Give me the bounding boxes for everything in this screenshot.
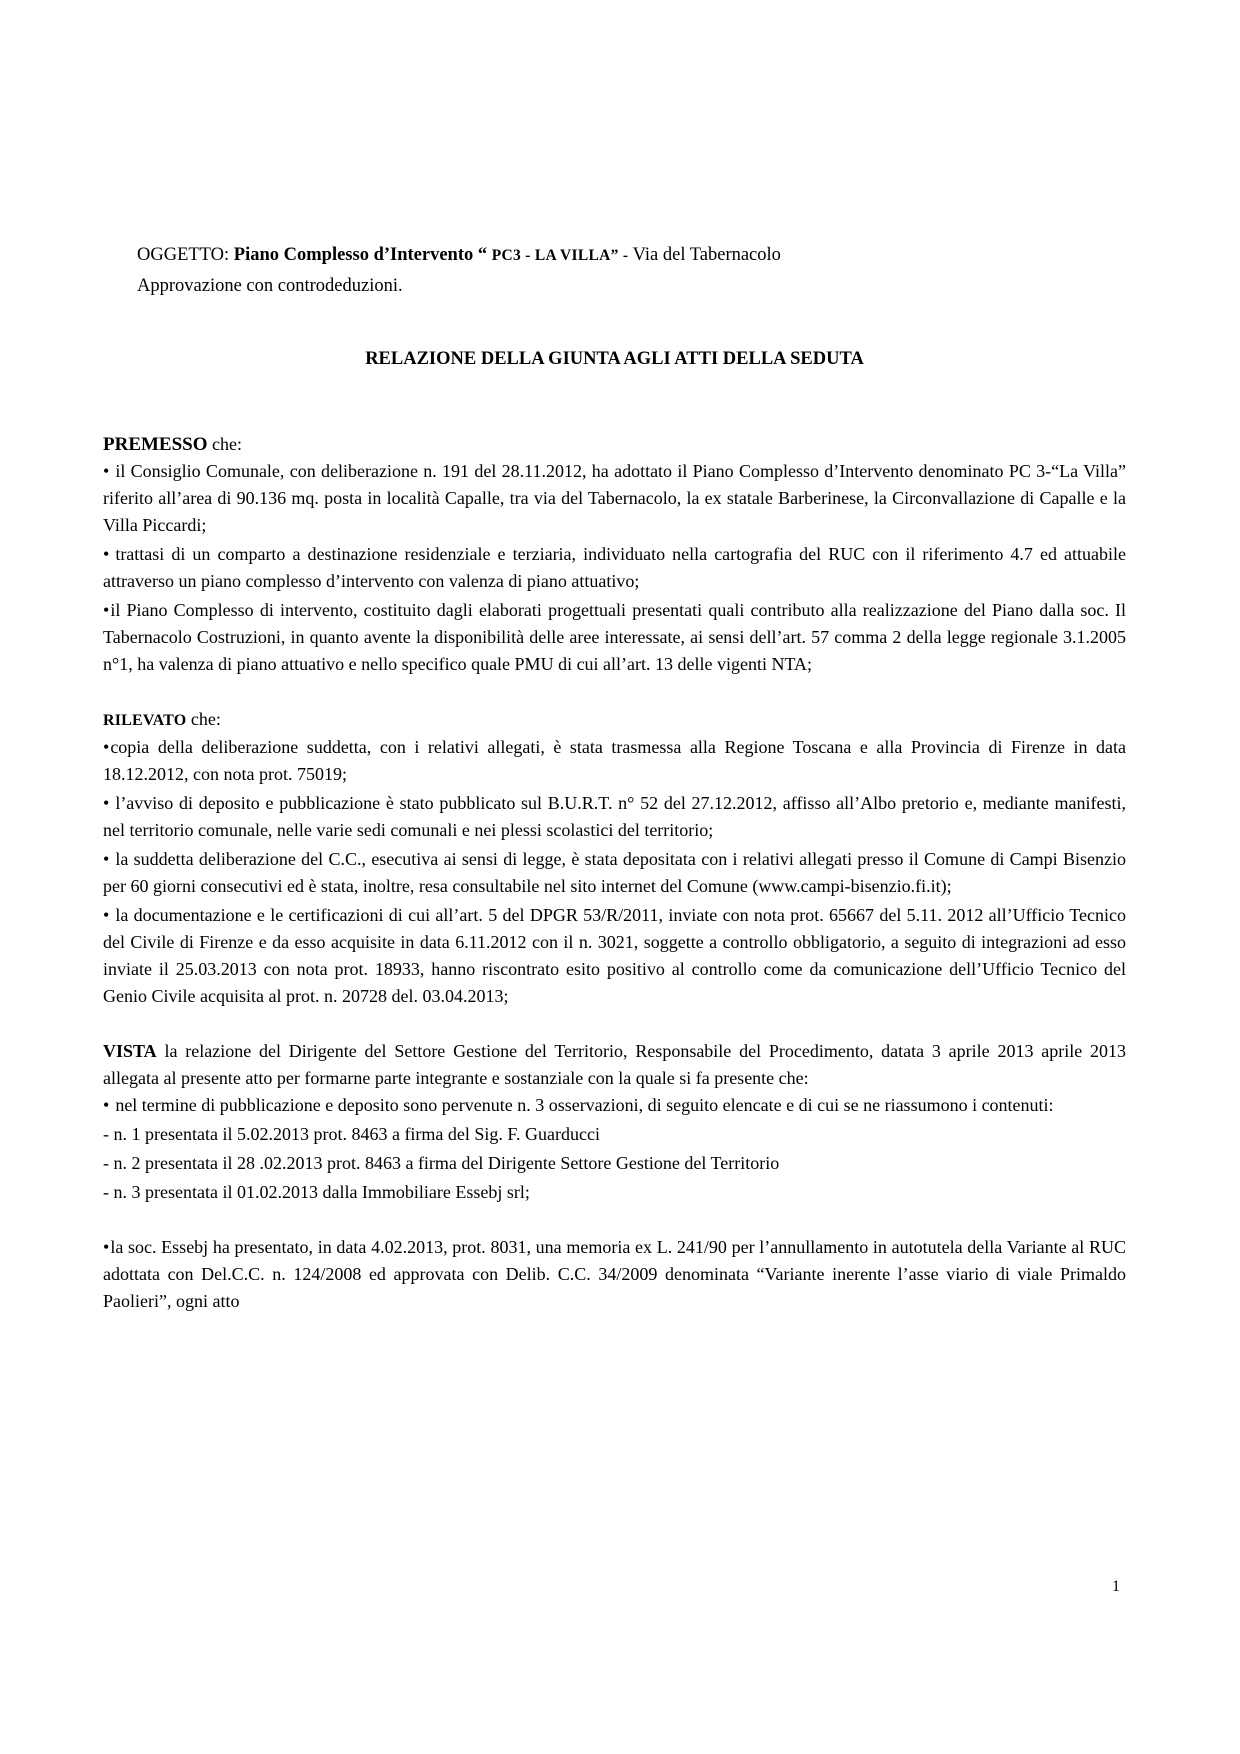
rilevato-bullet-1-text: copia della deliberazione suddetta, con i relativi allegati, è stata trasmessa alla Regione Toscana e alla Provincia di Firenze in data 18.12.2012, con nota prot. 75019;: [103, 737, 1126, 784]
vista-lead-rest: la relazione del Dirigente del Settore Gestione del Territorio, Responsabile del Procedimento, datata 3 aprile 2013 aprile 2013 allegata al presente atto per formarne parte integrante e sostanziale con la quale si fa presente che:: [103, 1041, 1126, 1088]
premesso-heading-rest: che:: [207, 434, 243, 454]
vista-bullet: [103, 1092, 1126, 1119]
premesso-bullet-1: [103, 458, 1126, 539]
essebj-paragraph-text: la soc. Essebj ha presentato, in data 4.02.2013, prot. 8031, una memoria ex L. 241/90 per l’annullamento in autotutela della Variante al RUC adottata con Del.C.C. n. 124/2008 ed approvata con Delib. C.C. 34/2009 denominata “Variante inerente l’asse viario di viale Primaldo Paolieri”, ogni atto: [103, 1237, 1126, 1311]
rilevato-bullet-3-text: la suddetta deliberazione del C.C., esecutiva ai sensi di legge, è stata depositata con i relativi allegati presso il Comune di Campi Bisenzio per 60 giorni consecutivi ed è stata, inoltre, resa consultabile nel sito internet del Comune (www.campi-bisenzio.fi.it);: [103, 849, 1126, 896]
bullet-icon: •: [103, 793, 110, 813]
bullet-icon: •: [103, 737, 110, 757]
rilevato-bullet-4: [103, 902, 1126, 1010]
observation-item-3: - n. 3 presentata il 01.02.2013 dalla Immobiliare Essebj srl;: [103, 1182, 530, 1202]
observation-item-2: - n. 2 presentata il 28 .02.2013 prot. 8463 a firma del Dirigente Settore Gestione del Territorio: [103, 1153, 780, 1173]
subject-street: Via del Tabernacolo: [632, 245, 781, 265]
rilevato-heading: [103, 706, 1126, 734]
bullet-icon: •: [103, 544, 110, 564]
rilevato-bullet-1: [103, 734, 1126, 788]
page-number: 1: [1112, 1578, 1120, 1595]
rilevato-heading-bold: RILEVATO: [103, 712, 187, 729]
vista-lead-bold: VISTA: [103, 1041, 157, 1061]
rilevato-bullet-3: [103, 846, 1126, 900]
bullet-icon: •: [103, 1095, 110, 1115]
rilevato-heading-rest: che:: [186, 709, 221, 729]
observation-item-1: - n. 1 presentata il 5.02.2013 prot. 8463 a firma del Sig. F. Guarducci: [103, 1124, 600, 1144]
premesso-bullet-2-text: trattasi di un comparto a destinazione residenziale e terziaria, individuato nella cartografia del RUC con il riferimento 4.7 ed attuabile attraverso un piano complesso d’intervento con valenza di piano attuativo;: [103, 544, 1126, 591]
vista-bullet-text: nel termine di pubblicazione e deposito sono pervenute n. 3 osservazioni, di seguito elencate e di cui se ne riassumono i contenuti:: [115, 1095, 1054, 1115]
subject-label: OGGETTO:: [137, 245, 230, 265]
essebj-paragraph: [103, 1234, 1126, 1315]
premesso-heading: [103, 431, 1126, 458]
bullet-icon: •: [103, 1237, 110, 1257]
premesso-bullet-3: [103, 597, 1126, 678]
bullet-icon: •: [103, 461, 110, 481]
rilevato-bullet-4-text: la documentazione e le certificazioni di cui all’art. 5 del DPGR 53/R/2011, inviate con nota prot. 65667 del 5.11. 2012 all’Ufficio Tecnico del Civile di Firenze e da esso acquisite in data 6.11.2012 con il n. 3021, soggette a controllo obbligatorio, a seguito di integrazioni ad esso inviate il 25.03.2013 con nota prot. 18933, hanno riscontrato esito positivo al controllo come da comunicazione dell’Ufficio Tecnico del Genio Civile acquisita al prot. n. 20728 del. 03.04.2013;: [103, 905, 1126, 1006]
bullet-icon: •: [103, 905, 110, 925]
subject-line2: Approvazione con controdeduzioni.: [137, 276, 403, 296]
document-title: RELAZIONE DELLA GIUNTA AGLI ATTI DELLA SEDUTA: [365, 349, 864, 369]
subject-plan-code: PC3 - LA VILLA” -: [491, 247, 629, 264]
rilevato-bullet-2: [103, 790, 1126, 844]
vista-paragraph: [103, 1038, 1126, 1092]
document-body: [103, 240, 1126, 1315]
premesso-bullet-1-text: il Consiglio Comunale, con deliberazione n. 191 del 28.11.2012, ha adottato il Piano Complesso d’Intervento denominato PC 3-“La Villa” riferito all’area di 90.136 mq. posta in località Capalle, tra via del Tabernacolo, la ex statale Barberinese, la Circonvallazione di Capalle e la Villa Piccardi;: [103, 461, 1126, 535]
premesso-heading-bold: PREMESSO: [103, 434, 208, 455]
premesso-bullet-3-text: il Piano Complesso di intervento, costituito dagli elaborati progettuali presentati quali contributo alla realizzazione del Piano dalla soc. Il Tabernacolo Costruzioni, in quanto avente la disponibilità delle aree interessate, ai sensi dell’art. 57 comma 2 della legge regionale 3.1.2005 n°1, ha valenza di piano attuativo e nello specifico quale PMU di cui all’art. 13 delle vigenti NTA;: [103, 600, 1126, 674]
bullet-icon: •: [103, 600, 110, 620]
bullet-icon: •: [103, 849, 110, 869]
rilevato-bullet-2-text: l’avviso di deposito e pubblicazione è stato pubblicato sul B.U.R.T. n° 52 del 27.12.2012, affisso all’Albo pretorio e, mediante manifesti, nel territorio comunale, nelle varie sedi comunali e nei plessi scolastici del territorio;: [103, 793, 1126, 840]
subject-block: [137, 240, 1126, 301]
premesso-bullet-2: [103, 541, 1126, 595]
subject-title-bold: Piano Complesso d’Intervento “: [233, 245, 488, 265]
